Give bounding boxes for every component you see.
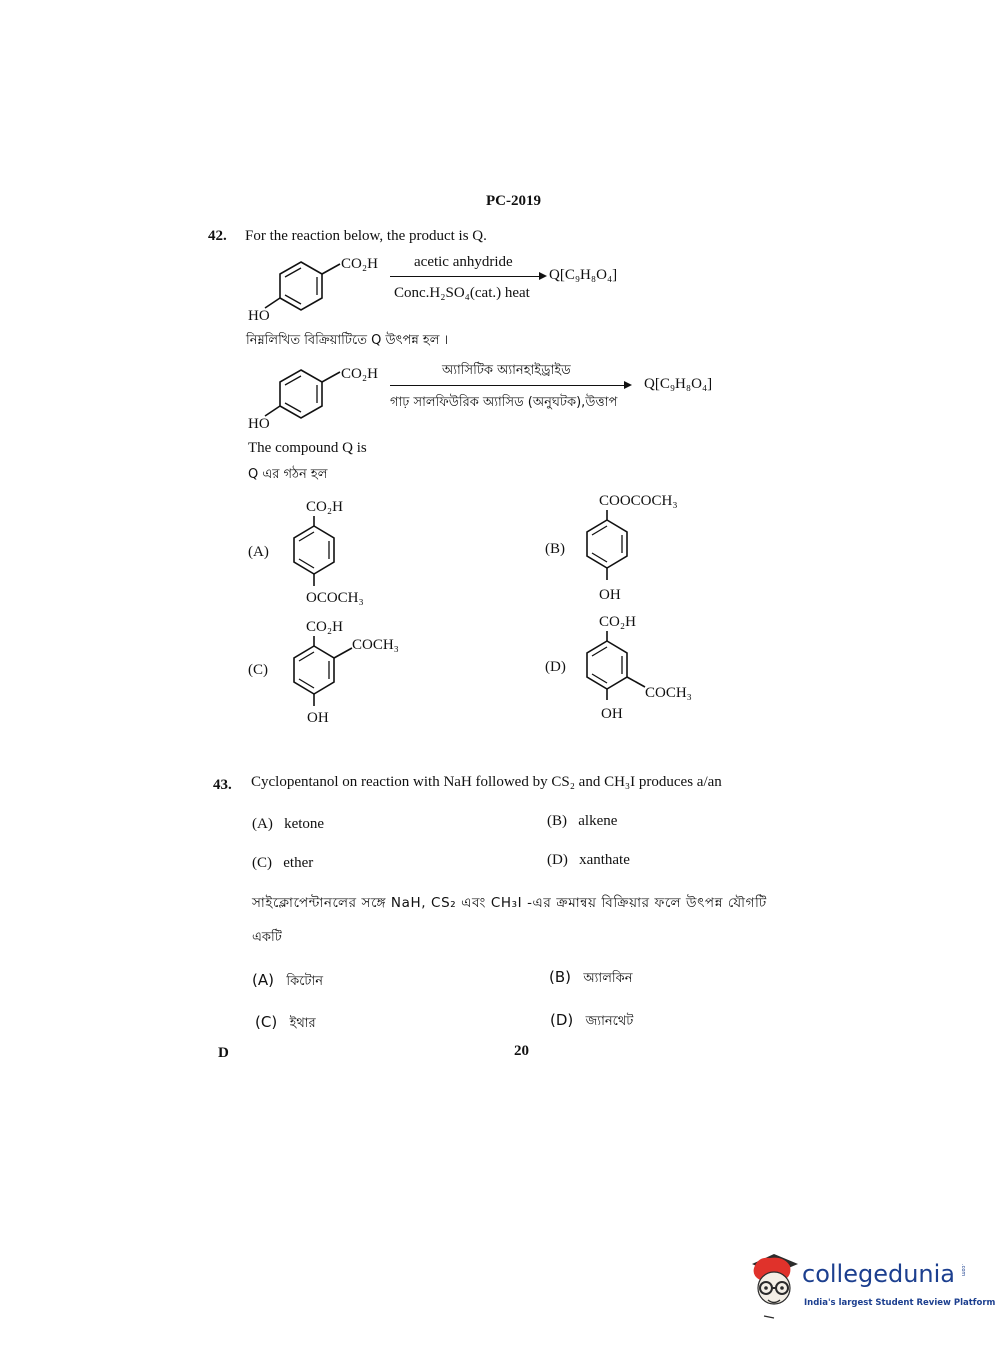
q43-option-b-text: alkene: [578, 813, 618, 829]
option-b-bottom-group: OH: [599, 587, 621, 603]
q43-option-b-label: (B): [547, 813, 567, 829]
logo-tagline: India's largest Student Review Platform: [804, 1298, 996, 1308]
reagent-top-en: acetic anhydride: [414, 254, 513, 270]
q43-option-a[interactable]: [252, 816, 324, 833]
question-43-stem-bn-line1: সাইক্লোপেন্টানলের সঙ্গে NaH, CS₂ এবং CH₃I -এর ক্রমান্বয় বিক্রিয়ার ফলে উৎপন্ন যৌগটি: [252, 895, 767, 911]
logo-domain-suffix: .com: [960, 1264, 966, 1277]
reaction-arrow-bn: [390, 385, 630, 386]
option-b-top-group: COOCOCH₃: [599, 493, 678, 509]
question-42-stem-bn: নিম্নলিখিত বিক্রিয়াটিতে Q উৎপন্ন হল ।: [246, 333, 449, 348]
reactant-co2h-label: CO₂H: [341, 256, 378, 272]
option-d-top-group: CO₂H: [599, 614, 636, 630]
reaction-arrow-en: [390, 276, 545, 277]
q43-option-bn-b[interactable]: [549, 968, 632, 990]
reagent-bottom-bn: গাঢ় সালফিউরিক অ্যাসিড (অনুঘটক),উত্তাপ: [390, 395, 618, 410]
question-42-stem-en: For the reaction below, the product is Q.: [245, 228, 487, 244]
option-c-structure[interactable]: [280, 614, 440, 734]
q43-option-d-text: xanthate: [579, 852, 630, 868]
option-b-structure[interactable]: [577, 490, 717, 610]
q43-option-a-label: (A): [252, 816, 273, 832]
footer-page-number: 20: [514, 1043, 529, 1059]
option-c-side-group: COCH₃: [352, 637, 399, 653]
q43-option-c-label: (C): [252, 855, 272, 871]
question-43-stem-en: Cyclopentanol on reaction with NaH followed by CS₂ and CH₃I produces a/an: [251, 774, 722, 790]
q43-option-c-text: ether: [283, 855, 314, 871]
product-formula-en: Q[C₉H₈O₄]: [549, 267, 618, 283]
q43-option-bn-d[interactable]: [550, 1011, 633, 1033]
option-b-label[interactable]: (B): [545, 541, 565, 557]
option-d-label[interactable]: (D): [545, 659, 566, 675]
reactant-ho-label: HO: [248, 308, 270, 324]
q43-option-a-text: ketone: [284, 816, 325, 832]
q43-option-bn-d-label: (D): [550, 1011, 574, 1029]
option-a-bottom-group: OCOCH₃: [306, 590, 364, 606]
option-a-label[interactable]: (A): [248, 544, 269, 560]
option-d-structure[interactable]: [577, 610, 737, 730]
reactant-ho-label-bn: HO: [248, 416, 270, 432]
q43-option-bn-a-text: কিটোন: [286, 974, 324, 989]
q43-option-bn-a[interactable]: [252, 971, 323, 993]
option-c-bottom-group: OH: [307, 710, 329, 726]
reactant-structure-en: [245, 250, 395, 330]
reagent-bottom-en: Conc.H₂SO₄(cat.) heat: [394, 285, 530, 301]
page-title: PC-2019: [486, 193, 541, 209]
question-42-prompt-bn: Q এর গঠন হল: [248, 467, 328, 482]
logo-wordmark: collegedunia: [802, 1260, 956, 1288]
q43-option-bn-b-label: (B): [549, 968, 571, 986]
reactant-co2h-label-bn: CO₂H: [341, 366, 378, 382]
q43-option-d[interactable]: [547, 852, 630, 869]
option-a-top-group: CO₂H: [306, 499, 343, 515]
collegedunia-logo[interactable]: [744, 1250, 996, 1330]
q43-option-b[interactable]: [547, 813, 617, 830]
question-number-43: 43.: [213, 777, 232, 793]
q43-option-bn-c[interactable]: [255, 1013, 316, 1035]
mascot-icon: [744, 1250, 804, 1330]
q43-option-c[interactable]: [252, 855, 313, 872]
q43-option-bn-c-label: (C): [255, 1013, 278, 1031]
footer-set-code: D: [218, 1045, 229, 1061]
q43-option-bn-a-label: (A): [252, 971, 274, 989]
reactant-structure-bn: [245, 360, 395, 440]
option-c-label[interactable]: (C): [248, 662, 268, 678]
question-number-42: 42.: [208, 228, 227, 244]
option-d-side-group: COCH₃: [645, 685, 692, 701]
option-a-structure[interactable]: [280, 494, 420, 614]
question-42-prompt-en: The compound Q is: [248, 440, 367, 456]
q43-option-d-label: (D): [547, 852, 568, 868]
option-c-top-group: CO₂H: [306, 619, 343, 635]
question-43-stem-bn-line2: একটি: [252, 930, 282, 945]
q43-option-bn-d-text: জ্যানথেট: [585, 1014, 634, 1029]
q43-option-bn-b-text: অ্যালকিন: [583, 971, 633, 986]
product-formula-bn: Q[C₉H₈O₄]: [644, 376, 713, 392]
q43-option-bn-c-text: ইথার: [289, 1016, 316, 1031]
option-d-bottom-group: OH: [601, 706, 623, 722]
reagent-top-bn: অ্যাসিটিক অ্যানহাইড্রাইড: [442, 363, 571, 378]
